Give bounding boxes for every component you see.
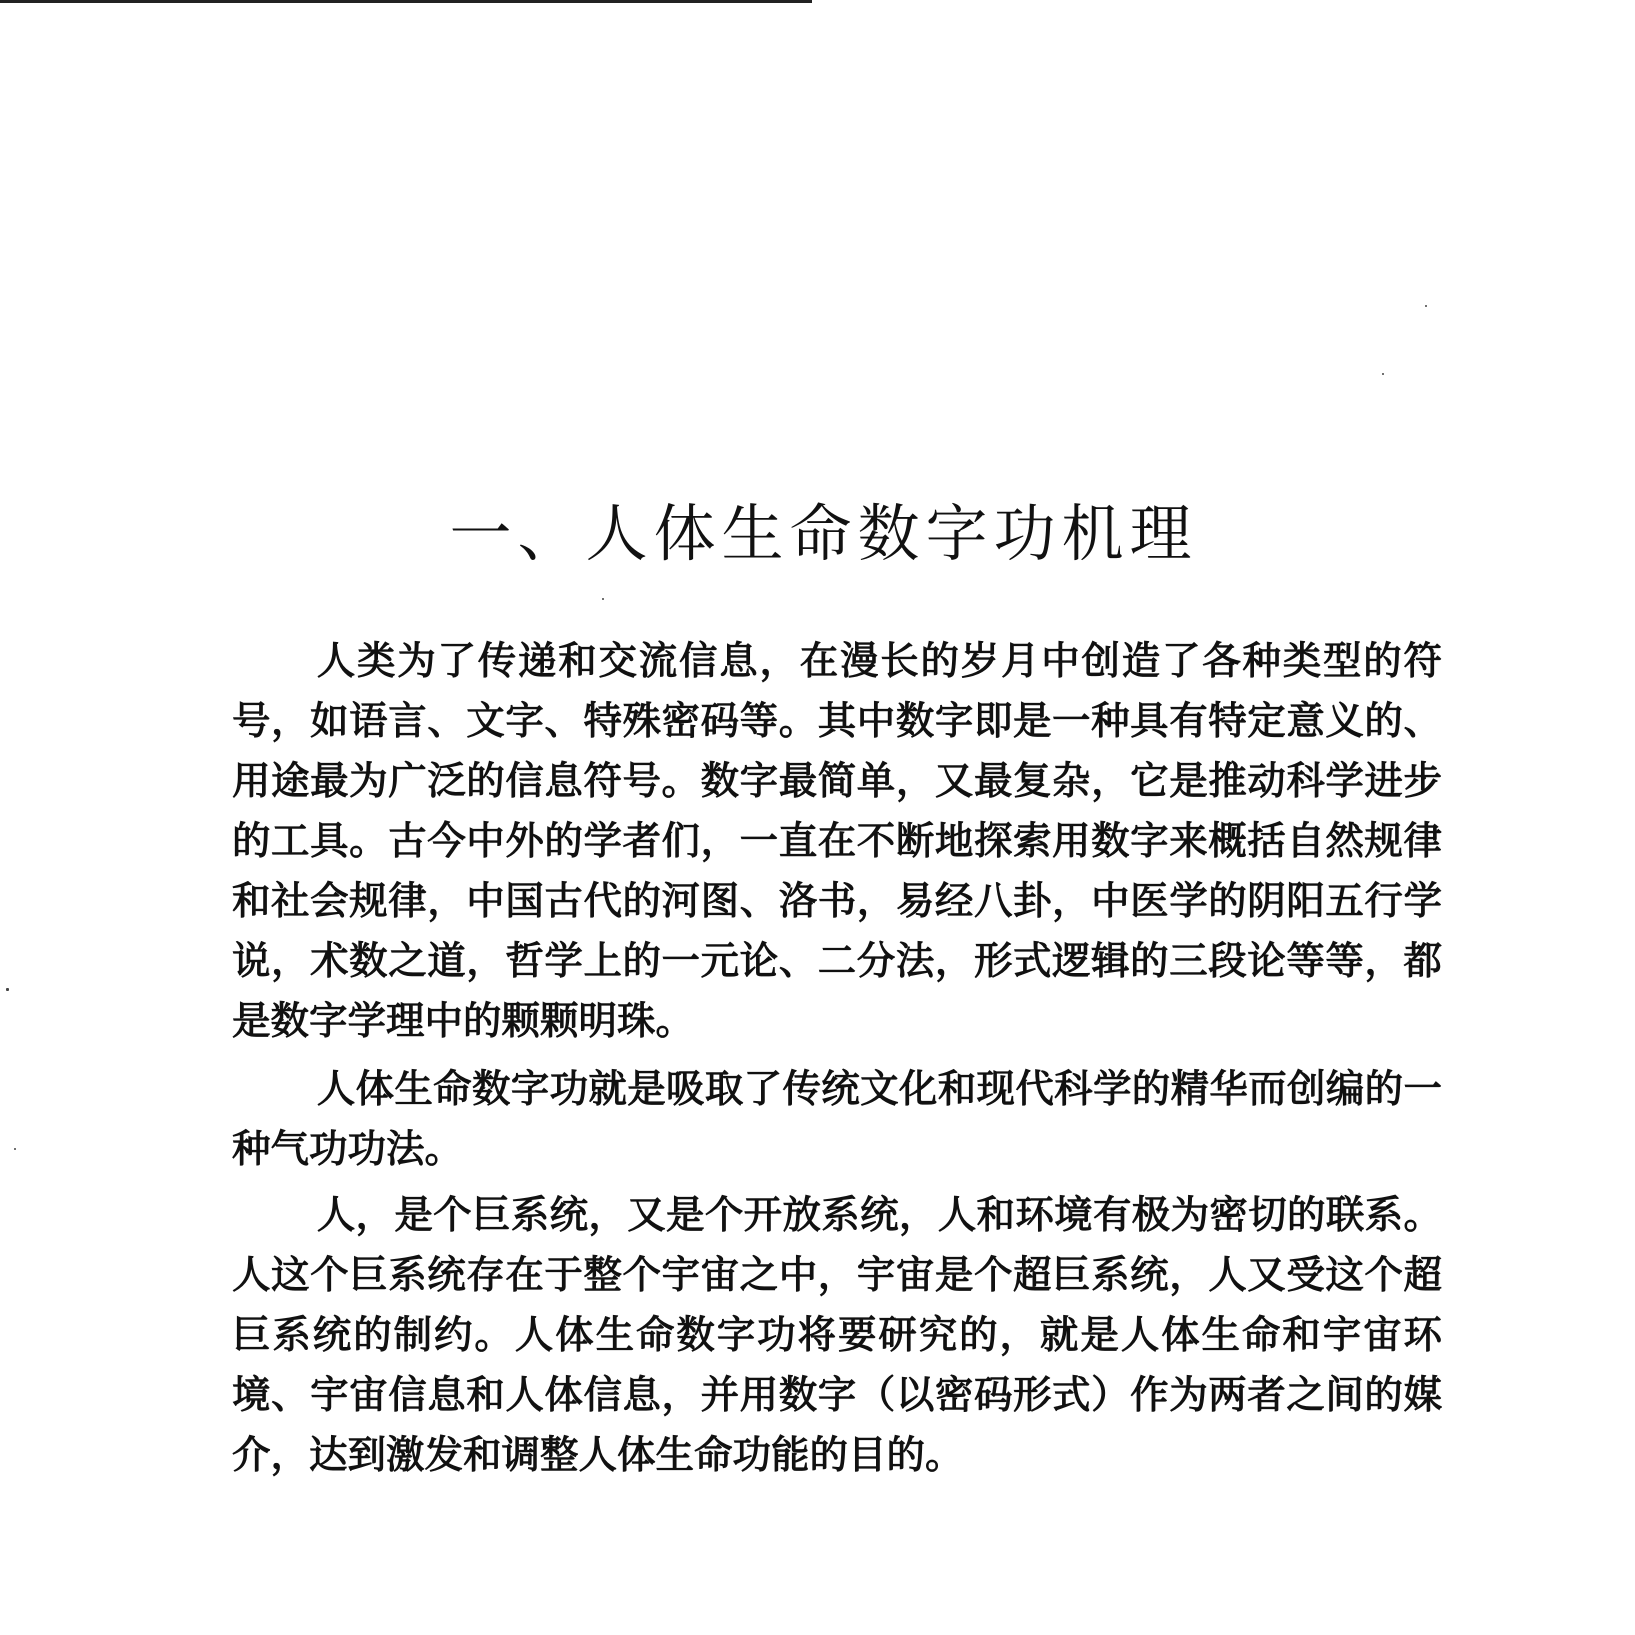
paragraph-2: 人体生命数字功就是吸取了传统文化和现代科学的精华而创编的一种气功功法。 [232, 1067, 1442, 1172]
scan-speck [1382, 373, 1384, 375]
paragraph-3: 人，是个巨系统，又是个开放系统，人和环境有极为密切的联系。人这个巨系统存在于整个宇宙之中，宇宙是个超巨系统，人又受这个超巨系统的制约。人体生命数字功将要研究的，就是人体生命和宇宙环境、宇宙信息和人体信息，并用数字（以密码形式）作为两者之间的媒介，达到激发和调整人体生命功能的目的。 [232, 1193, 1442, 1478]
page-title: 一、人体生命数字功机理 [449, 496, 1198, 570]
scan-speck [14, 1148, 16, 1150]
paragraph-1: 人类为了传递和交流信息，在漫长的岁月中创造了各种类型的符号，如语言、文字、特殊密码等。其中数字即是一种具有特定意义的、用途最为广泛的信息符号。数字最简单，又最复杂，它是推动科学进步的工具。古今中外的学者们，一直在不断地探索用数字来概括自然规律和社会规律，中国古代的河图、洛书，易经八卦，中医学的阴阳五行学说，术数之道，哲学上的一元论、二分法，形式逻辑的三段论等等，都是数字学理中的颗颗明珠。 [232, 639, 1442, 1044]
scan-speck [602, 598, 604, 600]
scan-speck [6, 988, 9, 991]
body-text [232, 632, 1442, 1492]
scan-edge-line [0, 0, 812, 3]
scan-speck [1425, 305, 1427, 307]
